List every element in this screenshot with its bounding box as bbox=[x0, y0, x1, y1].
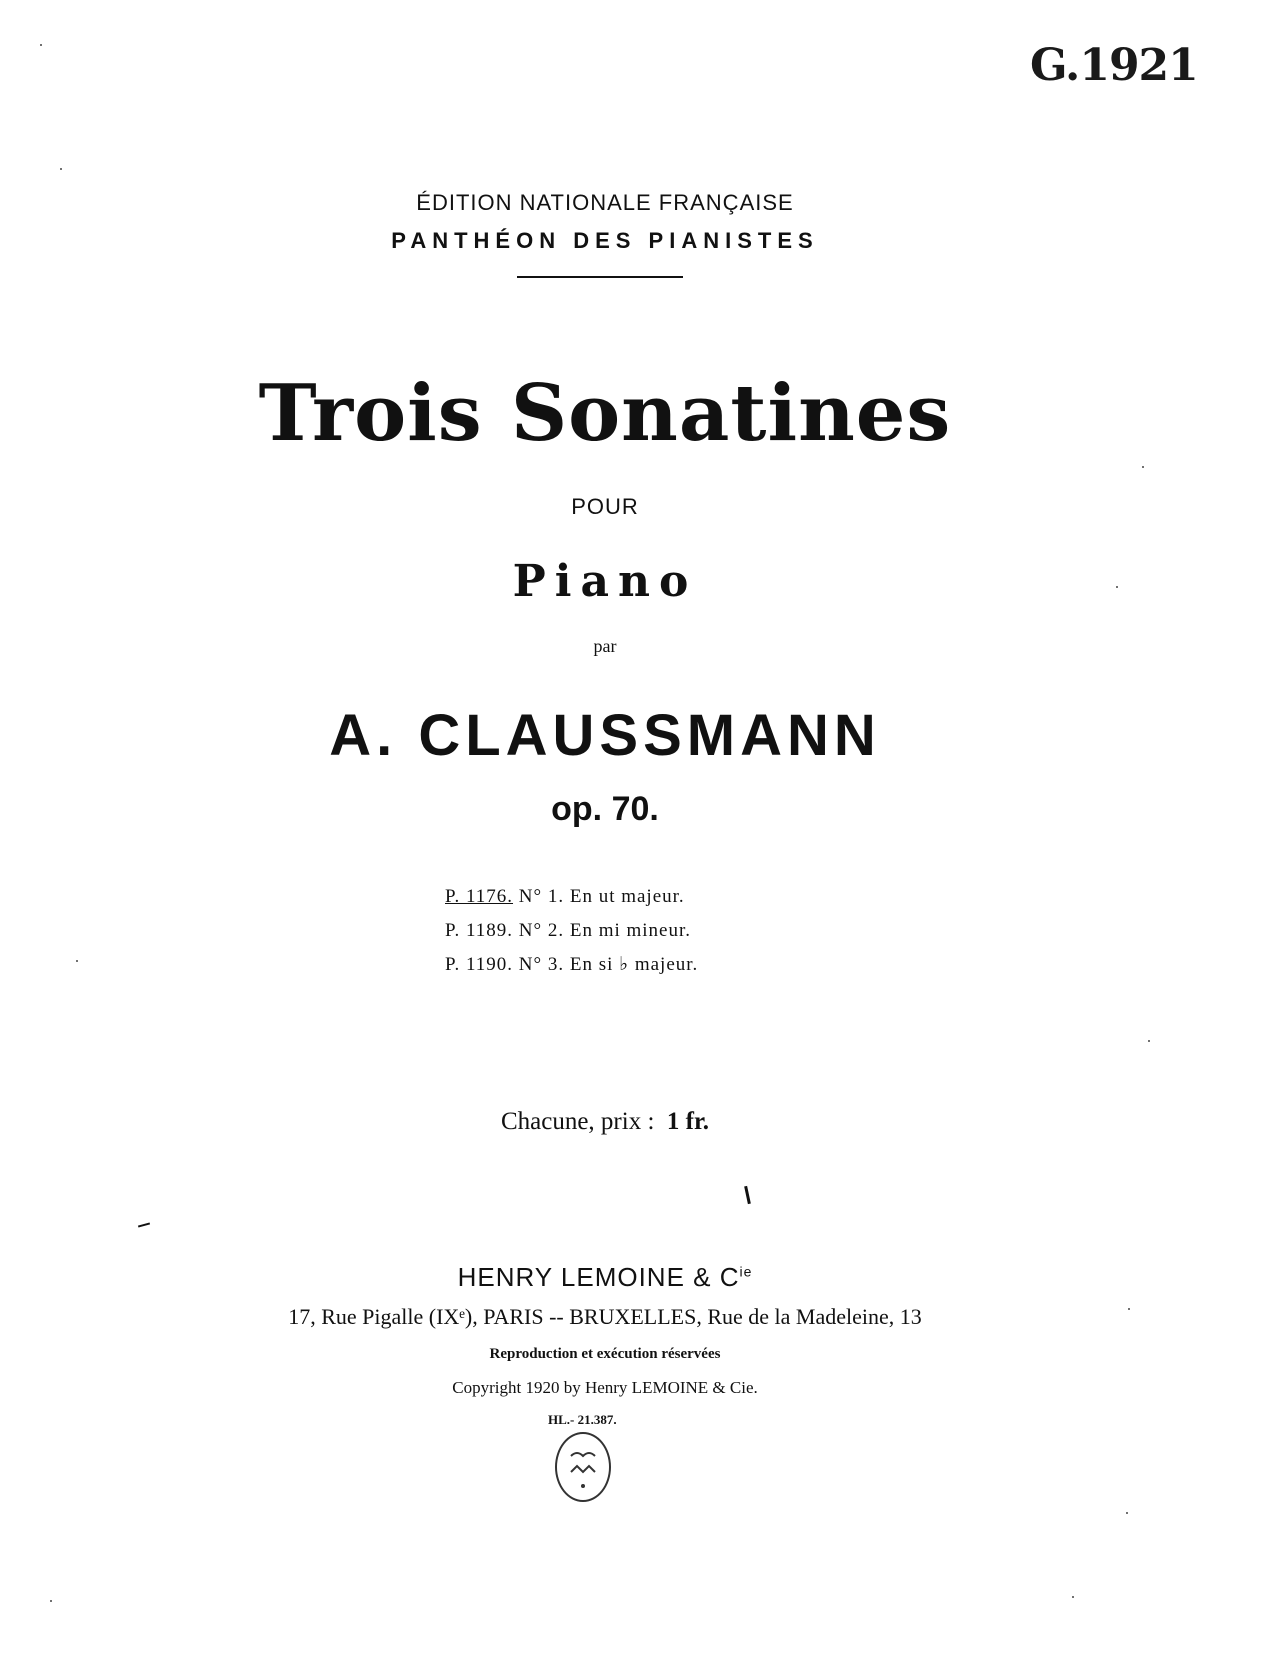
work-description: N° 3. En si ♭ majeur. bbox=[513, 954, 699, 975]
price-line bbox=[0, 1108, 1210, 1136]
publisher-name: HENRY LEMOINE & $C^{ie}$ bbox=[457, 1262, 753, 1292]
plate-number: P. 1190. bbox=[445, 954, 514, 975]
dust-speck bbox=[40, 44, 42, 46]
dust-speck bbox=[1126, 1512, 1128, 1514]
pour-label: POUR bbox=[571, 494, 639, 519]
dust-speck bbox=[1116, 586, 1118, 588]
rights-notice: Reproduction et exécution réservées bbox=[489, 1346, 721, 1362]
composer-name: A. CLAUSSMANN bbox=[329, 703, 881, 768]
price-label: Chacune, prix : bbox=[500, 1108, 655, 1135]
list-item bbox=[445, 880, 698, 914]
plate-number-footer: HL.- 21.387. bbox=[548, 1412, 617, 1427]
collection-name: PANTHÉON DES PIANISTES bbox=[391, 228, 819, 253]
publisher-name-suffix: ie bbox=[739, 1263, 753, 1280]
dust-speck bbox=[50, 1600, 52, 1602]
work-description: N° 2. En mi mineur. bbox=[513, 920, 692, 941]
catalog-stamp: G.1921 bbox=[1030, 40, 1198, 91]
works-list bbox=[445, 880, 698, 982]
edition-name: ÉDITION NATIONALE FRANÇAISE bbox=[416, 190, 794, 215]
instrument-name: Piano bbox=[512, 556, 698, 607]
publisher-address: 17, Rue Pigalle (IXᵉ), PARIS -- BRUXELLES, Rue de la Madeleine, 13 bbox=[288, 1304, 922, 1329]
list-item bbox=[445, 948, 698, 982]
copyright-notice: Copyright 1920 by Henry LEMOINE & Cie. bbox=[452, 1378, 758, 1397]
header-divider bbox=[517, 276, 683, 278]
work-description: N° 1. En ut majeur. bbox=[513, 886, 685, 907]
par-label: par bbox=[593, 636, 617, 656]
plate-number: P. 1189. bbox=[445, 920, 514, 941]
price-value: 1 fr. bbox=[666, 1108, 710, 1135]
dust-speck bbox=[1072, 1596, 1074, 1598]
opus-number: op. 70. bbox=[551, 790, 659, 828]
page-title: Trois Sonatines bbox=[258, 368, 952, 459]
ink-mark bbox=[138, 1222, 150, 1227]
list-item bbox=[445, 914, 698, 948]
plate-number: P. 1176. bbox=[445, 886, 514, 907]
dust-speck bbox=[1148, 1040, 1150, 1042]
dust-speck bbox=[1128, 1308, 1130, 1310]
dust-speck bbox=[76, 960, 78, 962]
dust-speck bbox=[60, 168, 62, 170]
dust-speck bbox=[1142, 466, 1144, 468]
library-seal-icon bbox=[555, 1432, 611, 1502]
ink-mark bbox=[744, 1186, 751, 1204]
